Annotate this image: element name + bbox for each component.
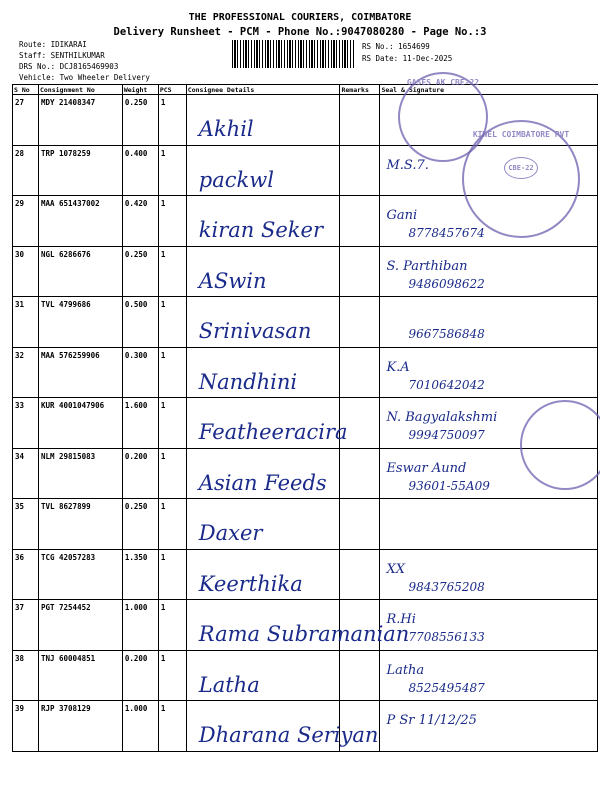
signature-handwriting: N. Bagyalakshmi [386,410,498,425]
consignee-handwriting: Keerthika [198,571,303,596]
weight-cell: 0.200 [122,448,158,499]
phone-handwriting: 7708556133 [408,630,485,644]
signature-cell [380,499,598,550]
consignment-cell: NLM 29815083 [38,448,122,499]
table-row [13,398,598,449]
signature-handwriting: P Sr 11/12/25 [386,713,477,728]
sno-cell: 33 [13,398,39,449]
company-title: THE PROFESSIONAL COURIERS, COIMBATORE [188,12,412,23]
pcs-cell: 1 [158,145,186,196]
weight-cell: 0.250 [122,246,158,297]
sno-cell: 35 [13,499,39,550]
signature-handwriting: Gani [386,208,418,223]
runsheet-title: Delivery Runsheet - PCM - Phone No.:9047080280 - Page No.:3 [113,26,487,38]
weight-cell: 0.250 [122,499,158,550]
remarks-cell [340,499,380,550]
sno-cell: 38 [13,650,39,701]
pcs-cell: 1 [158,448,186,499]
signature-cell [380,297,598,348]
consignee-handwriting: packwl [198,167,274,192]
consignee-cell [186,297,340,348]
signature-cell [380,246,598,297]
col-consignee: Consignee Details [186,85,340,95]
consignment-cell: MAA 576259906 [38,347,122,398]
sno-cell: 27 [13,95,39,146]
remarks-cell [340,95,380,146]
col-weight: Weight [122,85,158,95]
signature-cell [380,650,598,701]
weight-cell: 0.400 [122,145,158,196]
col-signature: Seal & Signature [380,85,598,95]
consignee-cell [186,650,340,701]
phone-handwriting: 9843765208 [408,579,485,594]
signature-handwriting: Latha [386,662,425,678]
sno-cell: 29 [13,196,39,247]
weight-cell: 0.250 [122,95,158,146]
pcs-cell: 1 [158,398,186,449]
seal-stamp-partial [520,400,600,490]
consignee-handwriting: Daxer [198,521,263,545]
barcode-image [232,40,354,68]
weight-cell: 1.350 [122,549,158,600]
signature-cell [380,549,598,600]
phone-handwriting: 9486098622 [408,276,485,291]
table-row [13,549,598,600]
phone-handwriting: 7010642042 [408,377,485,392]
remarks-cell [340,297,380,348]
drs-label: DRS No.: DCJ8165469903 [19,62,119,71]
consignment-cell: TVL 4799686 [38,297,122,348]
weight-cell: 0.200 [122,650,158,701]
consignee-handwriting: Latha [198,672,260,697]
col-sno: S No [13,85,39,95]
pcs-cell: 1 [158,701,186,752]
table-row [13,499,598,550]
seal-stamp-text: KIWEL COIMBATORE PVT [472,130,570,139]
consignment-cell: KUR 4001047906 [38,398,122,449]
consignee-handwriting: Featheeracira [198,420,348,444]
remarks-cell [340,347,380,398]
weight-cell: 1.000 [122,701,158,752]
weight-cell: 0.300 [122,347,158,398]
signature-cell [380,701,598,752]
phone-handwriting: 9667586848 [408,327,485,341]
consignment-cell: TRP 1078259 [38,145,122,196]
pcs-cell: 1 [158,650,186,701]
consignee-cell [186,95,340,146]
pcs-cell: 1 [158,347,186,398]
consignee-handwriting: Nandhini [198,369,298,394]
consignee-cell [186,448,340,499]
sno-cell: 32 [13,347,39,398]
table-row [13,347,598,398]
consignment-cell: RJP 3708129 [38,701,122,752]
sno-cell: 31 [13,297,39,348]
pcs-cell: 1 [158,297,186,348]
consignee-cell [186,246,340,297]
table-row [13,650,598,701]
pcs-cell: 1 [158,549,186,600]
pcs-cell: 1 [158,499,186,550]
phone-handwriting: 8778457674 [408,226,485,240]
weight-cell: 0.420 [122,196,158,247]
col-remarks: Remarks [340,85,380,95]
remarks-cell [340,650,380,701]
table-row [13,246,598,297]
weight-cell: 0.500 [122,297,158,348]
consignment-cell: MDY 21408347 [38,95,122,146]
staff-label: Staff: SENTHILKUMAR [19,51,105,60]
consignment-cell: TCG 42057283 [38,549,122,600]
consignee-cell [186,398,348,449]
consignee-cell [186,499,340,550]
rs-number: RS No.: 1654699 [362,42,430,51]
signature-handwriting: R.Hi [386,612,416,627]
consignee-handwriting: ASwin [198,268,267,293]
pcs-cell: 1 [158,246,186,297]
phone-handwriting: 93601-55A09 [408,478,490,493]
phone-handwriting: 8525495487 [408,680,485,695]
weight-cell: 1.600 [122,398,158,449]
signature-cell [380,600,598,651]
route-label: Route: IDIKARAI [19,40,87,49]
consignment-cell: TVL 8627899 [38,499,122,550]
pcs-cell: 1 [158,600,186,651]
col-consignment: Consignment No [38,85,122,95]
seal-stamp: GASES AK CBE-22 [398,72,488,162]
consignee-cell [186,549,340,600]
sno-cell: 37 [13,600,39,651]
phone-handwriting: 9994750097 [408,428,485,442]
consignee-cell [186,347,340,398]
table-row [13,600,598,651]
remarks-cell [340,145,380,196]
signature-handwriting: XX [386,561,405,577]
sno-cell: 34 [13,448,39,499]
table-row [13,448,598,499]
table-header-row [13,85,598,95]
seal-stamp-inner: CBE-22 [504,157,538,179]
signature-cell [380,347,598,398]
consignee-handwriting: Dharana Seriyan [198,723,379,747]
sno-cell: 36 [13,549,39,600]
remarks-cell [340,196,380,247]
col-pcs: PCS [158,85,186,95]
signature-handwriting: K.A [386,359,410,375]
sno-cell: 39 [13,701,39,752]
sno-cell: 30 [13,246,39,297]
pcs-cell: 1 [158,95,186,146]
table-row [13,297,598,348]
consignment-cell: TNJ 60004851 [38,650,122,701]
consignee-cell [186,701,379,752]
consignee-handwriting: Srinivasan [198,319,312,343]
remarks-cell [340,246,380,297]
pcs-cell: 1 [158,196,186,247]
table-row [13,701,598,752]
consignee-handwriting: Asian Feeds [198,470,327,495]
signature-handwriting: M.S.7. [386,157,429,173]
consignment-cell: PGT 7254452 [38,600,122,651]
consignment-cell: MAA 651437002 [38,196,122,247]
sno-cell: 28 [13,145,39,196]
signature-handwriting: Eswar Aund [386,460,467,476]
remarks-cell [340,448,380,499]
consignee-handwriting: kiran Seker [198,218,323,242]
weight-cell: 1.000 [122,600,158,651]
consignee-handwriting: Akhil [198,117,254,141]
seal-stamp-round [462,120,580,238]
consignee-cell [186,145,340,196]
consignment-cell: NGL 6286676 [38,246,122,297]
signature-handwriting: S. Parthiban [386,258,468,274]
vehicle-label: Vehicle: Two Wheeler Delivery [19,73,150,82]
consignee-handwriting: Rama Subramanian [198,622,410,646]
remarks-cell [340,549,380,600]
rs-date: RS Date: 11-Dec-2025 [362,54,453,63]
consignee-cell [186,196,340,247]
